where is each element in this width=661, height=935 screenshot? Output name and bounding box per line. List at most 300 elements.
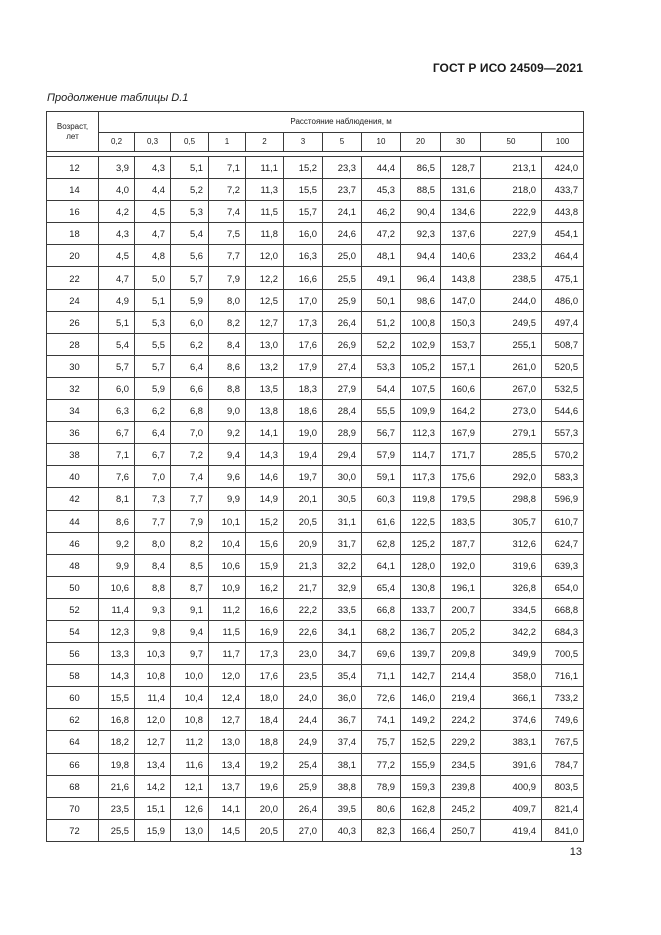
- table-row: [47, 532, 584, 554]
- age-cell: 48: [47, 554, 99, 576]
- value-cell: 109,9: [401, 400, 441, 422]
- value-cell: 55,5: [362, 400, 401, 422]
- value-cell: 24,6: [323, 223, 362, 245]
- value-cell: 16,3: [284, 245, 323, 267]
- value-cell: 5,5: [135, 333, 171, 355]
- value-cell: 27,4: [323, 355, 362, 377]
- age-cell: 60: [47, 687, 99, 709]
- table-body: [47, 157, 584, 842]
- value-cell: 12,5: [246, 289, 284, 311]
- value-cell: 5,6: [171, 245, 209, 267]
- value-cell: 64,1: [362, 554, 401, 576]
- value-cell: 4,7: [99, 267, 135, 289]
- value-cell: 5,9: [135, 377, 171, 399]
- value-cell: 72,6: [362, 687, 401, 709]
- value-cell: 98,6: [401, 289, 441, 311]
- value-cell: 424,0: [542, 157, 584, 179]
- value-cell: 334,5: [481, 598, 542, 620]
- age-cell: 18: [47, 223, 99, 245]
- value-cell: 24,1: [323, 201, 362, 223]
- value-cell: 8,0: [209, 289, 246, 311]
- value-cell: 14,3: [246, 444, 284, 466]
- value-cell: 209,8: [441, 643, 481, 665]
- value-cell: 10,9: [209, 576, 246, 598]
- value-cell: 136,7: [401, 620, 441, 642]
- value-cell: 13,5: [246, 377, 284, 399]
- distance-header-cell: 0,3: [135, 132, 171, 152]
- value-cell: 11,2: [209, 598, 246, 620]
- value-cell: 279,1: [481, 422, 542, 444]
- value-cell: 544,6: [542, 400, 584, 422]
- value-cell: 54,4: [362, 377, 401, 399]
- table-row: [47, 731, 584, 753]
- value-cell: 150,3: [441, 311, 481, 333]
- value-cell: 12,6: [171, 797, 209, 819]
- value-cell: 5,1: [135, 289, 171, 311]
- value-cell: 11,1: [246, 157, 284, 179]
- value-cell: 152,5: [401, 731, 441, 753]
- value-cell: 23,0: [284, 643, 323, 665]
- value-cell: 80,6: [362, 797, 401, 819]
- value-cell: 17,6: [246, 665, 284, 687]
- value-cell: 53,3: [362, 355, 401, 377]
- value-cell: 9,7: [171, 643, 209, 665]
- value-cell: 15,9: [135, 819, 171, 841]
- value-cell: 119,8: [401, 488, 441, 510]
- value-cell: 8,8: [135, 576, 171, 598]
- value-cell: 167,9: [441, 422, 481, 444]
- value-cell: 187,7: [441, 532, 481, 554]
- value-cell: 486,0: [542, 289, 584, 311]
- table-row: [47, 643, 584, 665]
- value-cell: 13,4: [135, 753, 171, 775]
- value-cell: 14,9: [246, 488, 284, 510]
- value-cell: 23,5: [99, 797, 135, 819]
- value-cell: 10,8: [171, 709, 209, 731]
- age-cell: 26: [47, 311, 99, 333]
- value-cell: 6,0: [171, 311, 209, 333]
- value-cell: 11,4: [135, 687, 171, 709]
- value-cell: 250,7: [441, 819, 481, 841]
- value-cell: 16,6: [246, 598, 284, 620]
- value-cell: 326,8: [481, 576, 542, 598]
- table-row: [47, 687, 584, 709]
- value-cell: 12,1: [171, 775, 209, 797]
- value-cell: 31,7: [323, 532, 362, 554]
- value-cell: 8,8: [209, 377, 246, 399]
- value-cell: 5,4: [99, 333, 135, 355]
- value-cell: 7,5: [209, 223, 246, 245]
- value-cell: 65,4: [362, 576, 401, 598]
- value-cell: 25,4: [284, 753, 323, 775]
- age-cell: 70: [47, 797, 99, 819]
- table-caption: Продолжение таблицы D.1: [47, 92, 189, 104]
- value-cell: 219,4: [441, 687, 481, 709]
- value-cell: 157,1: [441, 355, 481, 377]
- table-row: [47, 598, 584, 620]
- value-cell: 16,8: [99, 709, 135, 731]
- value-cell: 9,3: [135, 598, 171, 620]
- age-cell: 46: [47, 532, 99, 554]
- value-cell: 13,0: [209, 731, 246, 753]
- table-row: [47, 311, 584, 333]
- value-cell: 841,0: [542, 819, 584, 841]
- value-cell: 68,2: [362, 620, 401, 642]
- value-cell: 5,1: [99, 311, 135, 333]
- value-cell: 349,9: [481, 643, 542, 665]
- page-number: 13: [569, 846, 582, 858]
- value-cell: 475,1: [542, 267, 584, 289]
- value-cell: 9,8: [135, 620, 171, 642]
- value-cell: 5,7: [99, 355, 135, 377]
- table-header: [47, 112, 584, 157]
- value-cell: 11,8: [246, 223, 284, 245]
- value-cell: 40,3: [323, 819, 362, 841]
- age-cell: 68: [47, 775, 99, 797]
- value-cell: 255,1: [481, 333, 542, 355]
- value-cell: 249,5: [481, 311, 542, 333]
- value-cell: 128,0: [401, 554, 441, 576]
- value-cell: 34,1: [323, 620, 362, 642]
- value-cell: 15,2: [284, 157, 323, 179]
- value-cell: 17,0: [284, 289, 323, 311]
- value-cell: 171,7: [441, 444, 481, 466]
- value-cell: 25,9: [284, 775, 323, 797]
- value-cell: 12,2: [246, 267, 284, 289]
- value-cell: 239,8: [441, 775, 481, 797]
- value-cell: 22,6: [284, 620, 323, 642]
- value-cell: 30,5: [323, 488, 362, 510]
- value-cell: 9,1: [171, 598, 209, 620]
- value-cell: 261,0: [481, 355, 542, 377]
- table-row: [47, 797, 584, 819]
- value-cell: 8,2: [209, 311, 246, 333]
- value-cell: 11,3: [246, 179, 284, 201]
- value-cell: 222,9: [481, 201, 542, 223]
- table-row: [47, 289, 584, 311]
- value-cell: 45,3: [362, 179, 401, 201]
- value-cell: 312,6: [481, 532, 542, 554]
- value-cell: 38,1: [323, 753, 362, 775]
- age-cell: 50: [47, 576, 99, 598]
- value-cell: 7,2: [209, 179, 246, 201]
- value-cell: 59,1: [362, 466, 401, 488]
- value-cell: 5,7: [171, 267, 209, 289]
- value-cell: 16,9: [246, 620, 284, 642]
- value-cell: 639,3: [542, 554, 584, 576]
- value-cell: 419,4: [481, 819, 542, 841]
- value-cell: 6,2: [135, 400, 171, 422]
- value-cell: 19,6: [246, 775, 284, 797]
- value-cell: 684,3: [542, 620, 584, 642]
- table-row: [47, 510, 584, 532]
- value-cell: 47,2: [362, 223, 401, 245]
- value-cell: 146,0: [401, 687, 441, 709]
- age-cell: 28: [47, 333, 99, 355]
- value-cell: 342,2: [481, 620, 542, 642]
- age-cell: 36: [47, 422, 99, 444]
- value-cell: 17,9: [284, 355, 323, 377]
- value-cell: 20,5: [246, 819, 284, 841]
- value-cell: 14,1: [209, 797, 246, 819]
- value-cell: 383,1: [481, 731, 542, 753]
- value-cell: 224,2: [441, 709, 481, 731]
- value-cell: 14,6: [246, 466, 284, 488]
- value-cell: 37,4: [323, 731, 362, 753]
- value-cell: 4,8: [135, 245, 171, 267]
- table-row: [47, 201, 584, 223]
- value-cell: 454,1: [542, 223, 584, 245]
- value-cell: 77,2: [362, 753, 401, 775]
- value-cell: 12,7: [246, 311, 284, 333]
- value-cell: 6,6: [171, 377, 209, 399]
- distance-header-cell: 0,5: [171, 132, 209, 152]
- distance-header-cell: 3: [284, 132, 323, 152]
- value-cell: 90,4: [401, 201, 441, 223]
- value-cell: 15,6: [246, 532, 284, 554]
- value-cell: 18,4: [246, 709, 284, 731]
- table-row: [47, 775, 584, 797]
- value-cell: 50,1: [362, 289, 401, 311]
- value-cell: 8,0: [135, 532, 171, 554]
- value-cell: 532,5: [542, 377, 584, 399]
- age-cell: 64: [47, 731, 99, 753]
- value-cell: 15,7: [284, 201, 323, 223]
- value-cell: 192,0: [441, 554, 481, 576]
- value-cell: 5,3: [171, 201, 209, 223]
- value-cell: 7,4: [209, 201, 246, 223]
- value-cell: 6,2: [171, 333, 209, 355]
- age-cell: 54: [47, 620, 99, 642]
- value-cell: 583,3: [542, 466, 584, 488]
- value-cell: 596,9: [542, 488, 584, 510]
- value-cell: 96,4: [401, 267, 441, 289]
- value-cell: 160,6: [441, 377, 481, 399]
- value-cell: 24,4: [284, 709, 323, 731]
- value-cell: 25,9: [323, 289, 362, 311]
- value-cell: 49,1: [362, 267, 401, 289]
- value-cell: 12,0: [246, 245, 284, 267]
- value-cell: 52,2: [362, 333, 401, 355]
- value-cell: 3,9: [99, 157, 135, 179]
- value-cell: 17,6: [284, 333, 323, 355]
- value-cell: 36,7: [323, 709, 362, 731]
- value-cell: 196,1: [441, 576, 481, 598]
- value-cell: 16,2: [246, 576, 284, 598]
- value-cell: 48,1: [362, 245, 401, 267]
- value-cell: 122,5: [401, 510, 441, 532]
- value-cell: 11,7: [209, 643, 246, 665]
- table-row: [47, 333, 584, 355]
- value-cell: 6,0: [99, 377, 135, 399]
- value-cell: 803,5: [542, 775, 584, 797]
- value-cell: 273,0: [481, 400, 542, 422]
- value-cell: 5,9: [171, 289, 209, 311]
- age-cell: 62: [47, 709, 99, 731]
- value-cell: 175,6: [441, 466, 481, 488]
- distance-header-cell: 50: [481, 132, 542, 152]
- value-cell: 245,2: [441, 797, 481, 819]
- value-cell: 668,8: [542, 598, 584, 620]
- value-cell: 358,0: [481, 665, 542, 687]
- value-cell: 433,7: [542, 179, 584, 201]
- value-cell: 9,0: [209, 400, 246, 422]
- value-cell: 11,5: [209, 620, 246, 642]
- value-cell: 100,8: [401, 311, 441, 333]
- value-cell: 30,0: [323, 466, 362, 488]
- age-cell: 20: [47, 245, 99, 267]
- age-cell: 52: [47, 598, 99, 620]
- value-cell: 15,1: [135, 797, 171, 819]
- distance-header-cell: 30: [441, 132, 481, 152]
- value-cell: 205,2: [441, 620, 481, 642]
- value-cell: 28,4: [323, 400, 362, 422]
- value-cell: 8,1: [99, 488, 135, 510]
- age-cell: 30: [47, 355, 99, 377]
- table-row: [47, 620, 584, 642]
- value-cell: 4,2: [99, 201, 135, 223]
- value-cell: 767,5: [542, 731, 584, 753]
- value-cell: 20,9: [284, 532, 323, 554]
- value-cell: 9,4: [171, 620, 209, 642]
- table-row: [47, 819, 584, 841]
- value-cell: 57,9: [362, 444, 401, 466]
- value-cell: 14,2: [135, 775, 171, 797]
- value-cell: 14,3: [99, 665, 135, 687]
- value-cell: 464,4: [542, 245, 584, 267]
- distance-header-row: [47, 132, 584, 152]
- document-header: ГОСТ Р ИСО 24509—2021: [432, 61, 583, 75]
- value-cell: 75,7: [362, 731, 401, 753]
- value-cell: 13,8: [246, 400, 284, 422]
- value-cell: 92,3: [401, 223, 441, 245]
- age-cell: 14: [47, 179, 99, 201]
- age-cell: 38: [47, 444, 99, 466]
- value-cell: 233,2: [481, 245, 542, 267]
- value-cell: 292,0: [481, 466, 542, 488]
- value-cell: 130,8: [401, 576, 441, 598]
- value-cell: 409,7: [481, 797, 542, 819]
- table-row: [47, 665, 584, 687]
- table-row: [47, 377, 584, 399]
- table-row: [47, 400, 584, 422]
- distance-header-cell: 0,2: [99, 132, 135, 152]
- distance-group-header: Расстояние наблюдения, м: [99, 112, 584, 133]
- value-cell: 7,3: [135, 488, 171, 510]
- value-cell: 4,0: [99, 179, 135, 201]
- value-cell: 33,5: [323, 598, 362, 620]
- value-cell: 16,6: [284, 267, 323, 289]
- value-cell: 4,5: [135, 201, 171, 223]
- value-cell: 15,5: [284, 179, 323, 201]
- age-cell: 72: [47, 819, 99, 841]
- value-cell: 11,6: [171, 753, 209, 775]
- value-cell: 14,5: [209, 819, 246, 841]
- value-cell: 12,7: [209, 709, 246, 731]
- value-cell: 13,7: [209, 775, 246, 797]
- value-cell: 134,6: [441, 201, 481, 223]
- value-cell: 4,3: [135, 157, 171, 179]
- value-cell: 20,1: [284, 488, 323, 510]
- value-cell: 8,6: [209, 355, 246, 377]
- value-cell: 13,0: [246, 333, 284, 355]
- value-cell: 164,2: [441, 400, 481, 422]
- value-cell: 5,4: [171, 223, 209, 245]
- age-cell: 56: [47, 643, 99, 665]
- value-cell: 214,4: [441, 665, 481, 687]
- value-cell: 244,0: [481, 289, 542, 311]
- value-cell: 112,3: [401, 422, 441, 444]
- table-row: [47, 554, 584, 576]
- value-cell: 7,7: [209, 245, 246, 267]
- value-cell: 285,5: [481, 444, 542, 466]
- age-cell: 22: [47, 267, 99, 289]
- age-cell: 58: [47, 665, 99, 687]
- value-cell: 22,2: [284, 598, 323, 620]
- value-cell: 6,8: [171, 400, 209, 422]
- value-cell: 12,7: [135, 731, 171, 753]
- value-cell: 7,0: [135, 466, 171, 488]
- age-cell: 66: [47, 753, 99, 775]
- value-cell: 7,2: [171, 444, 209, 466]
- value-cell: 32,2: [323, 554, 362, 576]
- value-cell: 7,1: [209, 157, 246, 179]
- value-cell: 20,0: [246, 797, 284, 819]
- value-cell: 267,0: [481, 377, 542, 399]
- value-cell: 179,5: [441, 488, 481, 510]
- value-cell: 5,2: [171, 179, 209, 201]
- value-cell: 213,1: [481, 157, 542, 179]
- table-row: [47, 753, 584, 775]
- value-cell: 23,7: [323, 179, 362, 201]
- value-cell: 183,5: [441, 510, 481, 532]
- value-cell: 35,4: [323, 665, 362, 687]
- value-cell: 149,2: [401, 709, 441, 731]
- value-cell: 12,0: [209, 665, 246, 687]
- value-cell: 140,6: [441, 245, 481, 267]
- value-cell: 39,5: [323, 797, 362, 819]
- value-cell: 74,1: [362, 709, 401, 731]
- value-cell: 5,3: [135, 311, 171, 333]
- value-cell: 4,4: [135, 179, 171, 201]
- value-cell: 78,9: [362, 775, 401, 797]
- value-cell: 102,9: [401, 333, 441, 355]
- value-cell: 10,1: [209, 510, 246, 532]
- value-cell: 8,7: [171, 576, 209, 598]
- value-cell: 60,3: [362, 488, 401, 510]
- value-cell: 44,4: [362, 157, 401, 179]
- value-cell: 114,7: [401, 444, 441, 466]
- age-cell: 32: [47, 377, 99, 399]
- value-cell: 21,7: [284, 576, 323, 598]
- value-cell: 11,2: [171, 731, 209, 753]
- value-cell: 131,6: [441, 179, 481, 201]
- value-cell: 32,9: [323, 576, 362, 598]
- value-cell: 153,7: [441, 333, 481, 355]
- value-cell: 18,3: [284, 377, 323, 399]
- value-cell: 8,6: [99, 510, 135, 532]
- age-cell: 40: [47, 466, 99, 488]
- value-cell: 7,9: [171, 510, 209, 532]
- value-cell: 9,2: [99, 532, 135, 554]
- distance-header-cell: 2: [246, 132, 284, 152]
- value-cell: 27,9: [323, 377, 362, 399]
- value-cell: 733,2: [542, 687, 584, 709]
- value-cell: 117,3: [401, 466, 441, 488]
- value-cell: 7,4: [171, 466, 209, 488]
- value-cell: 17,3: [284, 311, 323, 333]
- value-cell: 400,9: [481, 775, 542, 797]
